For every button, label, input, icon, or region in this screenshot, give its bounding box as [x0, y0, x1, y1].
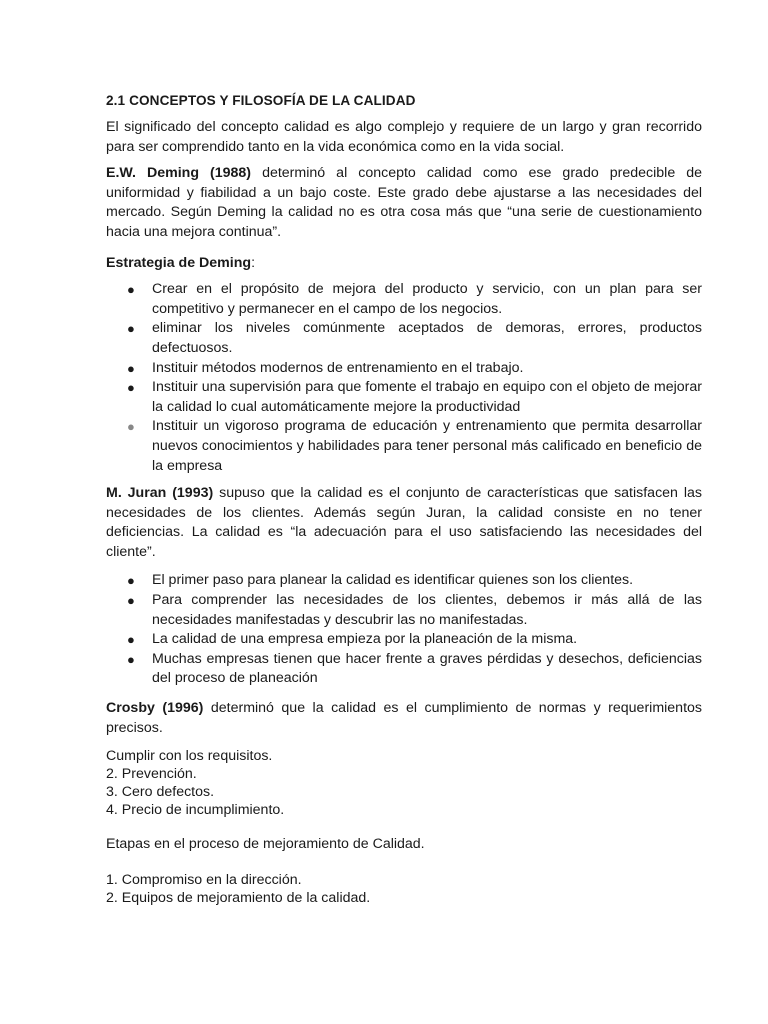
bullet-icon: ● — [127, 651, 135, 667]
list-item: ● La calidad de una empresa empieza por la planeación de la misma. — [106, 630, 702, 650]
bullet-icon: ● — [127, 360, 135, 376]
deming-paragraph — [106, 164, 702, 242]
etapas-list — [106, 871, 702, 907]
bullet-icon: ● — [127, 419, 135, 435]
list-item: ● Muchas empresas tienen que hacer frente a graves pérdidas y desechos, deficiencias del proceso de planeación — [127, 650, 702, 687]
juran-text: supuso que la calidad es el conjunto de características que satisfacen las necesidades de los clientes. Además según Juran, la calidad consiste en no tener deficiencias. La calidad es “la adecuación para el uso satisfaciendo las necesidades del cliente”. — [106, 485, 702, 560]
list-item: ● Instituir un vigoroso programa de educación y entrenamiento que permita desarrollar nuevos conocimientos y habilidades para tener personal más calificado en beneficio de la empresa — [127, 418, 702, 474]
list-item: 3. Cero defectos. — [106, 784, 215, 801]
list-item: ● Instituir métodos modernos de entrenamiento en el trabajo. — [106, 359, 702, 379]
deming-name: E.W. Deming (1988) — [106, 165, 252, 182]
crosby-text: determinó que la calidad es el cumplimiento de normas y requerimientos precisos. — [106, 700, 702, 736]
deming-strategy-list — [106, 280, 702, 476]
etapas-heading: Etapas en el proceso de mejoramiento de Calidad. — [106, 836, 425, 853]
bullet-icon: ● — [127, 573, 135, 589]
list-item: ● El primer paso para planear la calidad es identificar quienes son los clientes. — [106, 571, 702, 591]
list-item: Cumplir con los requisitos. — [106, 748, 273, 765]
list-item: ● Crear en el propósito de mejora del producto y servicio, con un plan para ser competitivo y permanecer en el campo de los negocios. — [127, 281, 702, 317]
deming-strategy-heading — [106, 254, 702, 274]
section-title: 2.1 CONCEPTOS Y FILOSOFÍA DE LA CALIDAD — [106, 93, 416, 108]
list-item: 2. Prevención. — [106, 766, 197, 783]
crosby-paragraph — [106, 699, 702, 738]
juran-list — [106, 571, 702, 689]
crosby-list — [106, 747, 702, 819]
bullet-icon: ● — [127, 632, 135, 648]
bullet-icon: ● — [127, 282, 135, 298]
list-item: ● Para comprender las necesidades de los clientes, debemos ir más allá de las necesidades manifestadas y descubrir las no manifestadas. — [127, 592, 702, 628]
list-item: ● eliminar los niveles comúnmente aceptados de demoras, errores, productos defectuosos. — [127, 320, 702, 356]
crosby-name: Crosby (1996) — [106, 700, 204, 717]
list-item: 2. Equipos de mejoramiento de la calidad. — [106, 889, 371, 906]
juran-paragraph — [106, 484, 702, 562]
bullet-icon: ● — [127, 593, 135, 609]
strategy-colon: : — [251, 254, 256, 271]
intro-paragraph: El significado del concepto calidad es algo complejo y requiere de un largo y gran recorrido para ser comprendido tanto en la vida económica como en la vida social. — [106, 119, 702, 155]
bullet-icon: ● — [127, 321, 135, 337]
list-item: 1. Compromiso en la dirección. — [106, 871, 302, 888]
bullet-icon: ● — [127, 380, 135, 396]
deming-text: determinó al concepto calidad como ese grado predecible de uniformidad y fiabilidad a un bajo coste. Este grado debe ajustarse a las necesidades del mercado. Según Deming la calidad no es otra cosa más que “una serie de cuestionamiento hacia una mejora continua”. — [106, 165, 703, 240]
list-item: 4. Precio de incumplimiento. — [106, 802, 285, 819]
strategy-label: Estrategia de Deming — [106, 254, 252, 271]
list-item: ● Instituir una supervisión para que fomente el trabajo en equipo con el objeto de mejorar la calidad lo cual automáticamente mejore la productividad — [127, 379, 702, 415]
juran-name: M. Juran (1993) — [106, 485, 214, 502]
